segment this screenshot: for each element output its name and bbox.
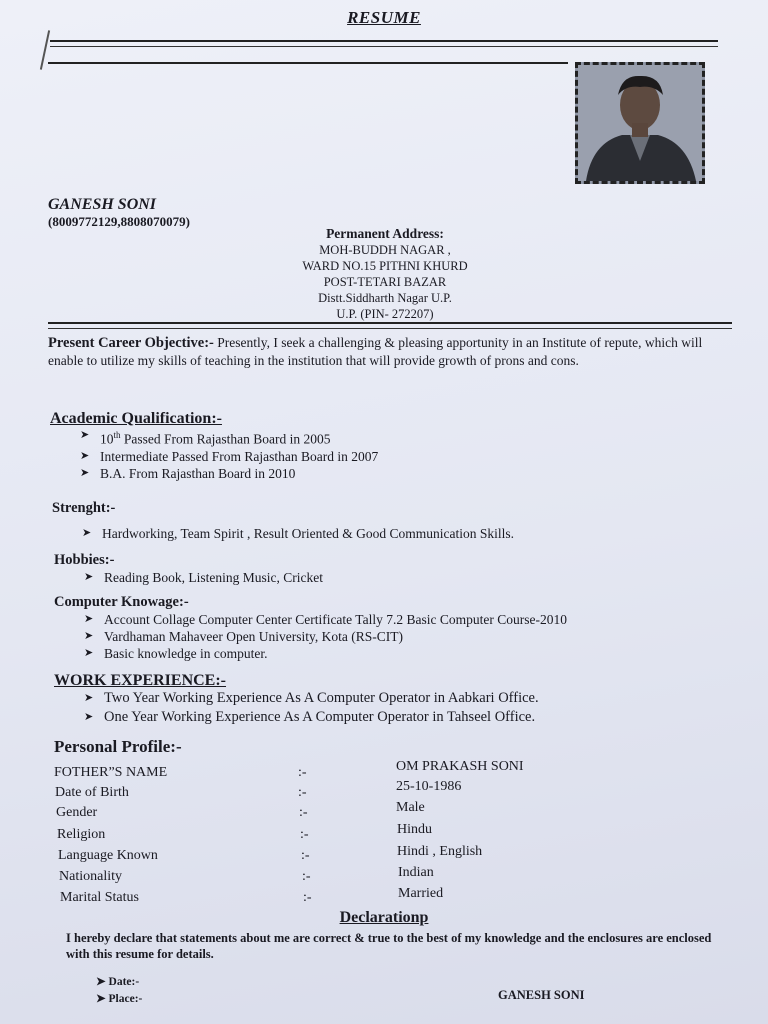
profile-separator: :- [303,890,312,905]
section-rule-2 [48,328,732,329]
work-item: ➤ One Year Working Experience As A Computer Operator in Tahseel Office. [80,708,734,727]
profile-label: Date of Birth [55,785,129,800]
top-rule-1 [50,40,718,42]
profile-value: Married [398,886,444,901]
hobbies-section [54,552,694,586]
profile-label: Language Known [58,848,158,863]
personal-heading: Personal Profile:- [54,737,182,756]
address-heading: Permanent Address: [326,226,444,241]
profile-separator: :- [298,785,307,800]
permanent-address [285,226,485,322]
declaration-heading: Declarationp [339,909,429,926]
computer-item: ➤ Account Collage Computer Center Certificate Tally 7.2 Basic Computer Course-2010 [80,611,734,628]
address-line: POST-TETARI BAZAR [323,275,447,289]
profile-photo [575,62,705,184]
profile-label: Marital Status [60,890,139,905]
profile-separator: :- [298,765,307,780]
profile-separator: :- [301,848,310,863]
profile-label: Nationality [59,869,122,884]
date-line: ➤ Date:- [96,976,140,988]
academic-heading: Academic Qualification:- [50,410,222,427]
profile-value: Hindu [397,822,432,837]
academic-item: ➤ 10th Passed From Rajasthan Board in 2005 [76,427,650,448]
hobbies-heading: Hobbies:- [54,552,115,568]
section-rule-1 [48,322,732,324]
profile-separator: :- [300,827,309,842]
computer-item: ➤ Vardhaman Mahaveer Open University, Kota (RS-CIT) [80,628,734,645]
computer-heading: Computer Knowage:- [54,594,189,610]
career-objective [48,334,734,369]
strength-item: ➤ Hardworking, Team Spirit , Result Oriented & Good Communication Skills. [78,525,692,542]
phone-numbers: (8009772129,8808070079) [48,214,190,229]
profile-photo-image [578,65,702,181]
profile-separator: :- [302,869,311,884]
profile-label: Religion [57,827,106,842]
objective-text: Presently, I seek a challenging & pleasing apportunity in an Institute of repute, which will enable to utilize my skills of teaching in the institution that will provide growth of prons and cons. [48,335,703,368]
academic-item: ➤ Intermediate Passed From Rajasthan Board in 2007 [76,448,650,465]
profile-label: Gender [56,805,98,820]
profile-value: 25-10-1986 [396,779,462,794]
profile-label: FOTHER”S NAME [54,765,168,780]
date-label: Date:- [108,976,140,988]
place-line: ➤ Place:- [96,993,143,1005]
computer-section [54,594,734,662]
strength-section [52,500,692,542]
profile-value: Indian [398,865,434,880]
work-item: ➤ Two Year Working Experience As A Computer Operator in Aabkari Office. [80,689,734,708]
hobbies-item: ➤ Reading Book, Listening Music, Cricket [80,569,694,586]
profile-separator: :- [299,805,308,820]
address-line: WARD NO.15 PITHNI KHURD [302,259,468,273]
profile-value: Hindi , English [397,844,483,859]
candidate-name: GANESH SONI [48,196,157,213]
address-line: U.P. (PIN- 272207) [336,307,434,321]
profile-value: OM PRAKASH SONI [396,759,524,774]
computer-item: ➤ Basic knowledge in computer. [80,645,734,662]
academic-section [50,410,650,482]
resume-title: RESUME [347,8,421,27]
top-rule-2 [50,46,718,47]
objective-heading: Present Career Objective:- [48,335,214,351]
work-heading: WORK EXPERIENCE:- [54,672,227,689]
signature-name: GANESH SONI [498,988,585,1002]
strength-heading: Strenght:- [52,500,116,516]
work-section [54,672,734,727]
address-line: MOH-BUDDH NAGAR , [319,243,451,257]
place-label: Place:- [108,993,143,1005]
address-line: Distt.Siddharth Nagar U.P. [318,291,452,305]
academic-item: ➤ B.A. From Rajasthan Board in 2010 [76,465,650,482]
top-rule-3 [48,62,568,64]
declaration-text: I hereby declare that statements about me are correct & true to the best of my knowledge and the enclosures are enclosed with this resume for details. [66,931,712,961]
profile-value: Male [396,800,425,815]
